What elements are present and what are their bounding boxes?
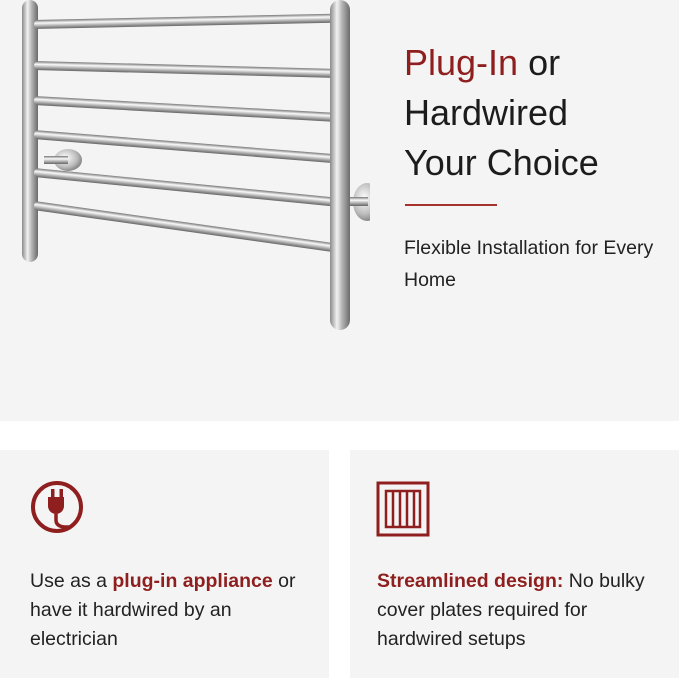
divider <box>405 204 497 206</box>
feature-card-streamlined <box>350 450 679 678</box>
feature-suffix: or have it hardwired by an electrician <box>30 570 296 650</box>
feature-prefix: Use as a <box>30 570 113 592</box>
headline-or: or <box>518 42 561 83</box>
feature-text-plug-in <box>30 567 315 654</box>
headline <box>404 38 664 188</box>
feature-highlight: Streamlined design: <box>377 570 564 592</box>
subheading: Flexible Installation for Every Home <box>404 237 654 291</box>
feature-card-plug-in <box>0 450 329 678</box>
headline-accent: Plug-In <box>404 42 519 83</box>
feature-highlight: plug-in appliance <box>112 570 273 592</box>
cover-plate-icon <box>376 481 430 537</box>
feature-text-streamlined <box>377 567 667 654</box>
plug-icon <box>30 480 84 534</box>
headline-line-3: Your Choice <box>404 142 599 183</box>
headline-line-2: Hardwired <box>404 92 569 133</box>
feature-suffix: No bulky cover plates required for hardwired setups <box>377 570 645 650</box>
towel-warmer-image <box>0 0 370 421</box>
